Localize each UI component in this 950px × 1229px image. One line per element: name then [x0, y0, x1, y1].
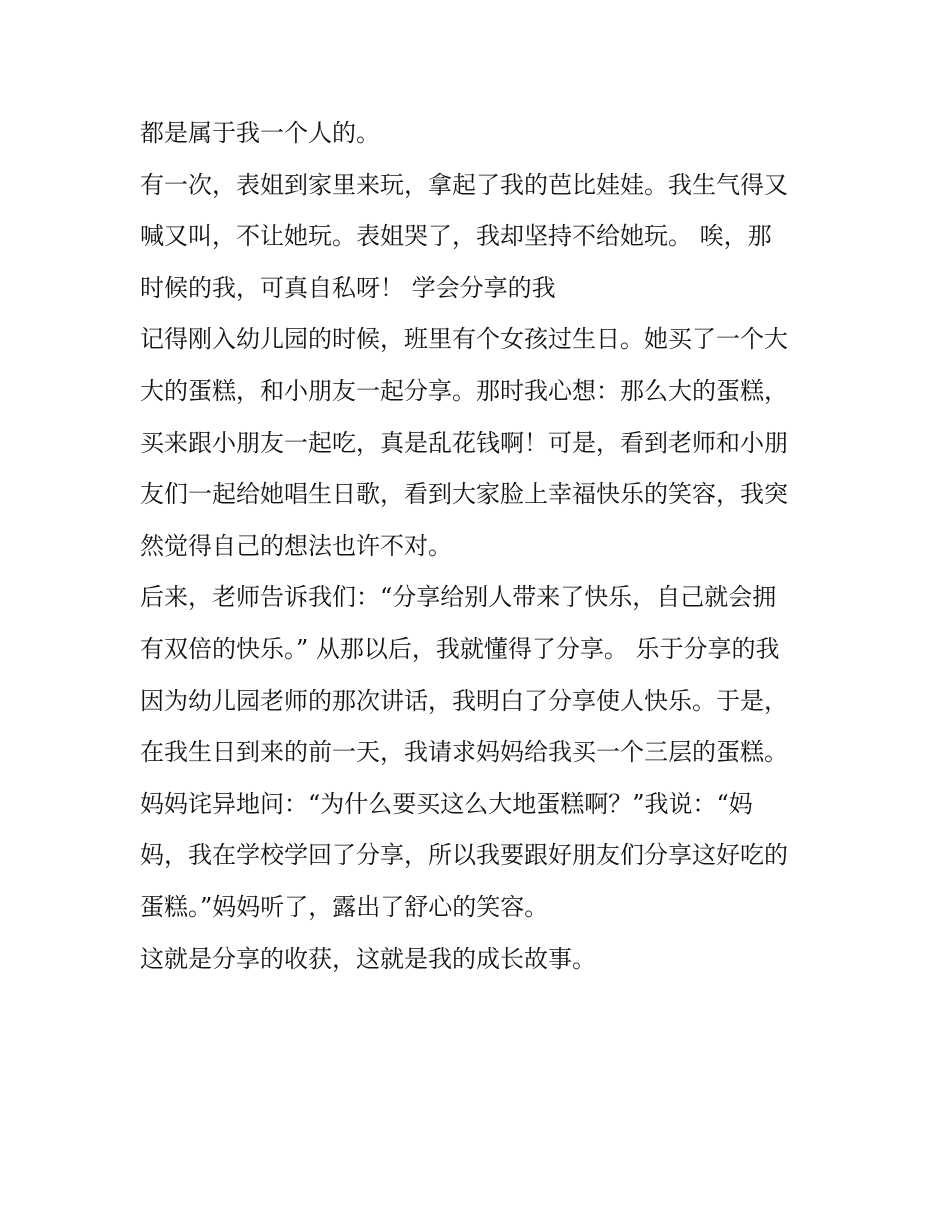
text-line: 有一次，表姐到家里来玩，拿起了我的芭比娃娃。我生气得又 — [140, 170, 788, 199]
text-line: 大的蛋糕，和小朋友一起分享。那时我心想：那么大的蛋糕， — [140, 376, 788, 405]
text-line: 妈妈诧异地问：“为什么要买这么大地蛋糕啊？”我说：“妈 — [140, 789, 753, 818]
text-line: 有双倍的快乐。” 从那以后，我就懂得了分享。 乐于分享的我 — [140, 634, 780, 663]
text-line: 时候的我，可真自私呀！ 学会分享的我 — [140, 273, 556, 302]
text-line: 因为幼儿园老师的那次讲话，我明白了分享使人快乐。于是， — [140, 686, 788, 715]
text-line: 在我生日到来的前一天，我请求妈妈给我买一个三层的蛋糕。 — [140, 738, 788, 767]
text-line: 蛋糕。”妈妈听了，露出了舒心的笑容。 — [140, 892, 549, 921]
text-line: 友们一起给她唱生日歌，看到大家脸上幸福快乐的笑容，我突 — [140, 480, 788, 509]
body-text — [140, 108, 820, 985]
text-line: 这就是分享的收获，这就是我的成长故事。 — [140, 944, 596, 973]
text-line: 后来，老师告诉我们：“分享给别人带来了快乐，自己就会拥 — [140, 583, 777, 612]
text-line: 然觉得自己的想法也许不对。 — [140, 531, 452, 560]
text-line: 喊又叫，不让她玩。表姐哭了，我却坚持不给她玩。 唉，那 — [140, 222, 772, 251]
text-line: 买来跟小朋友一起吃，真是乱花钱啊！可是，看到老师和小朋 — [140, 428, 788, 457]
text-line: 妈，我在学校学回了分享，所以我要跟好朋友们分享这好吃的 — [140, 841, 788, 870]
text-line: 都是属于我一个人的。 — [140, 119, 380, 147]
text-line: 记得刚入幼儿园的时候，班里有个女孩过生日。她买了一个大 — [140, 325, 788, 354]
